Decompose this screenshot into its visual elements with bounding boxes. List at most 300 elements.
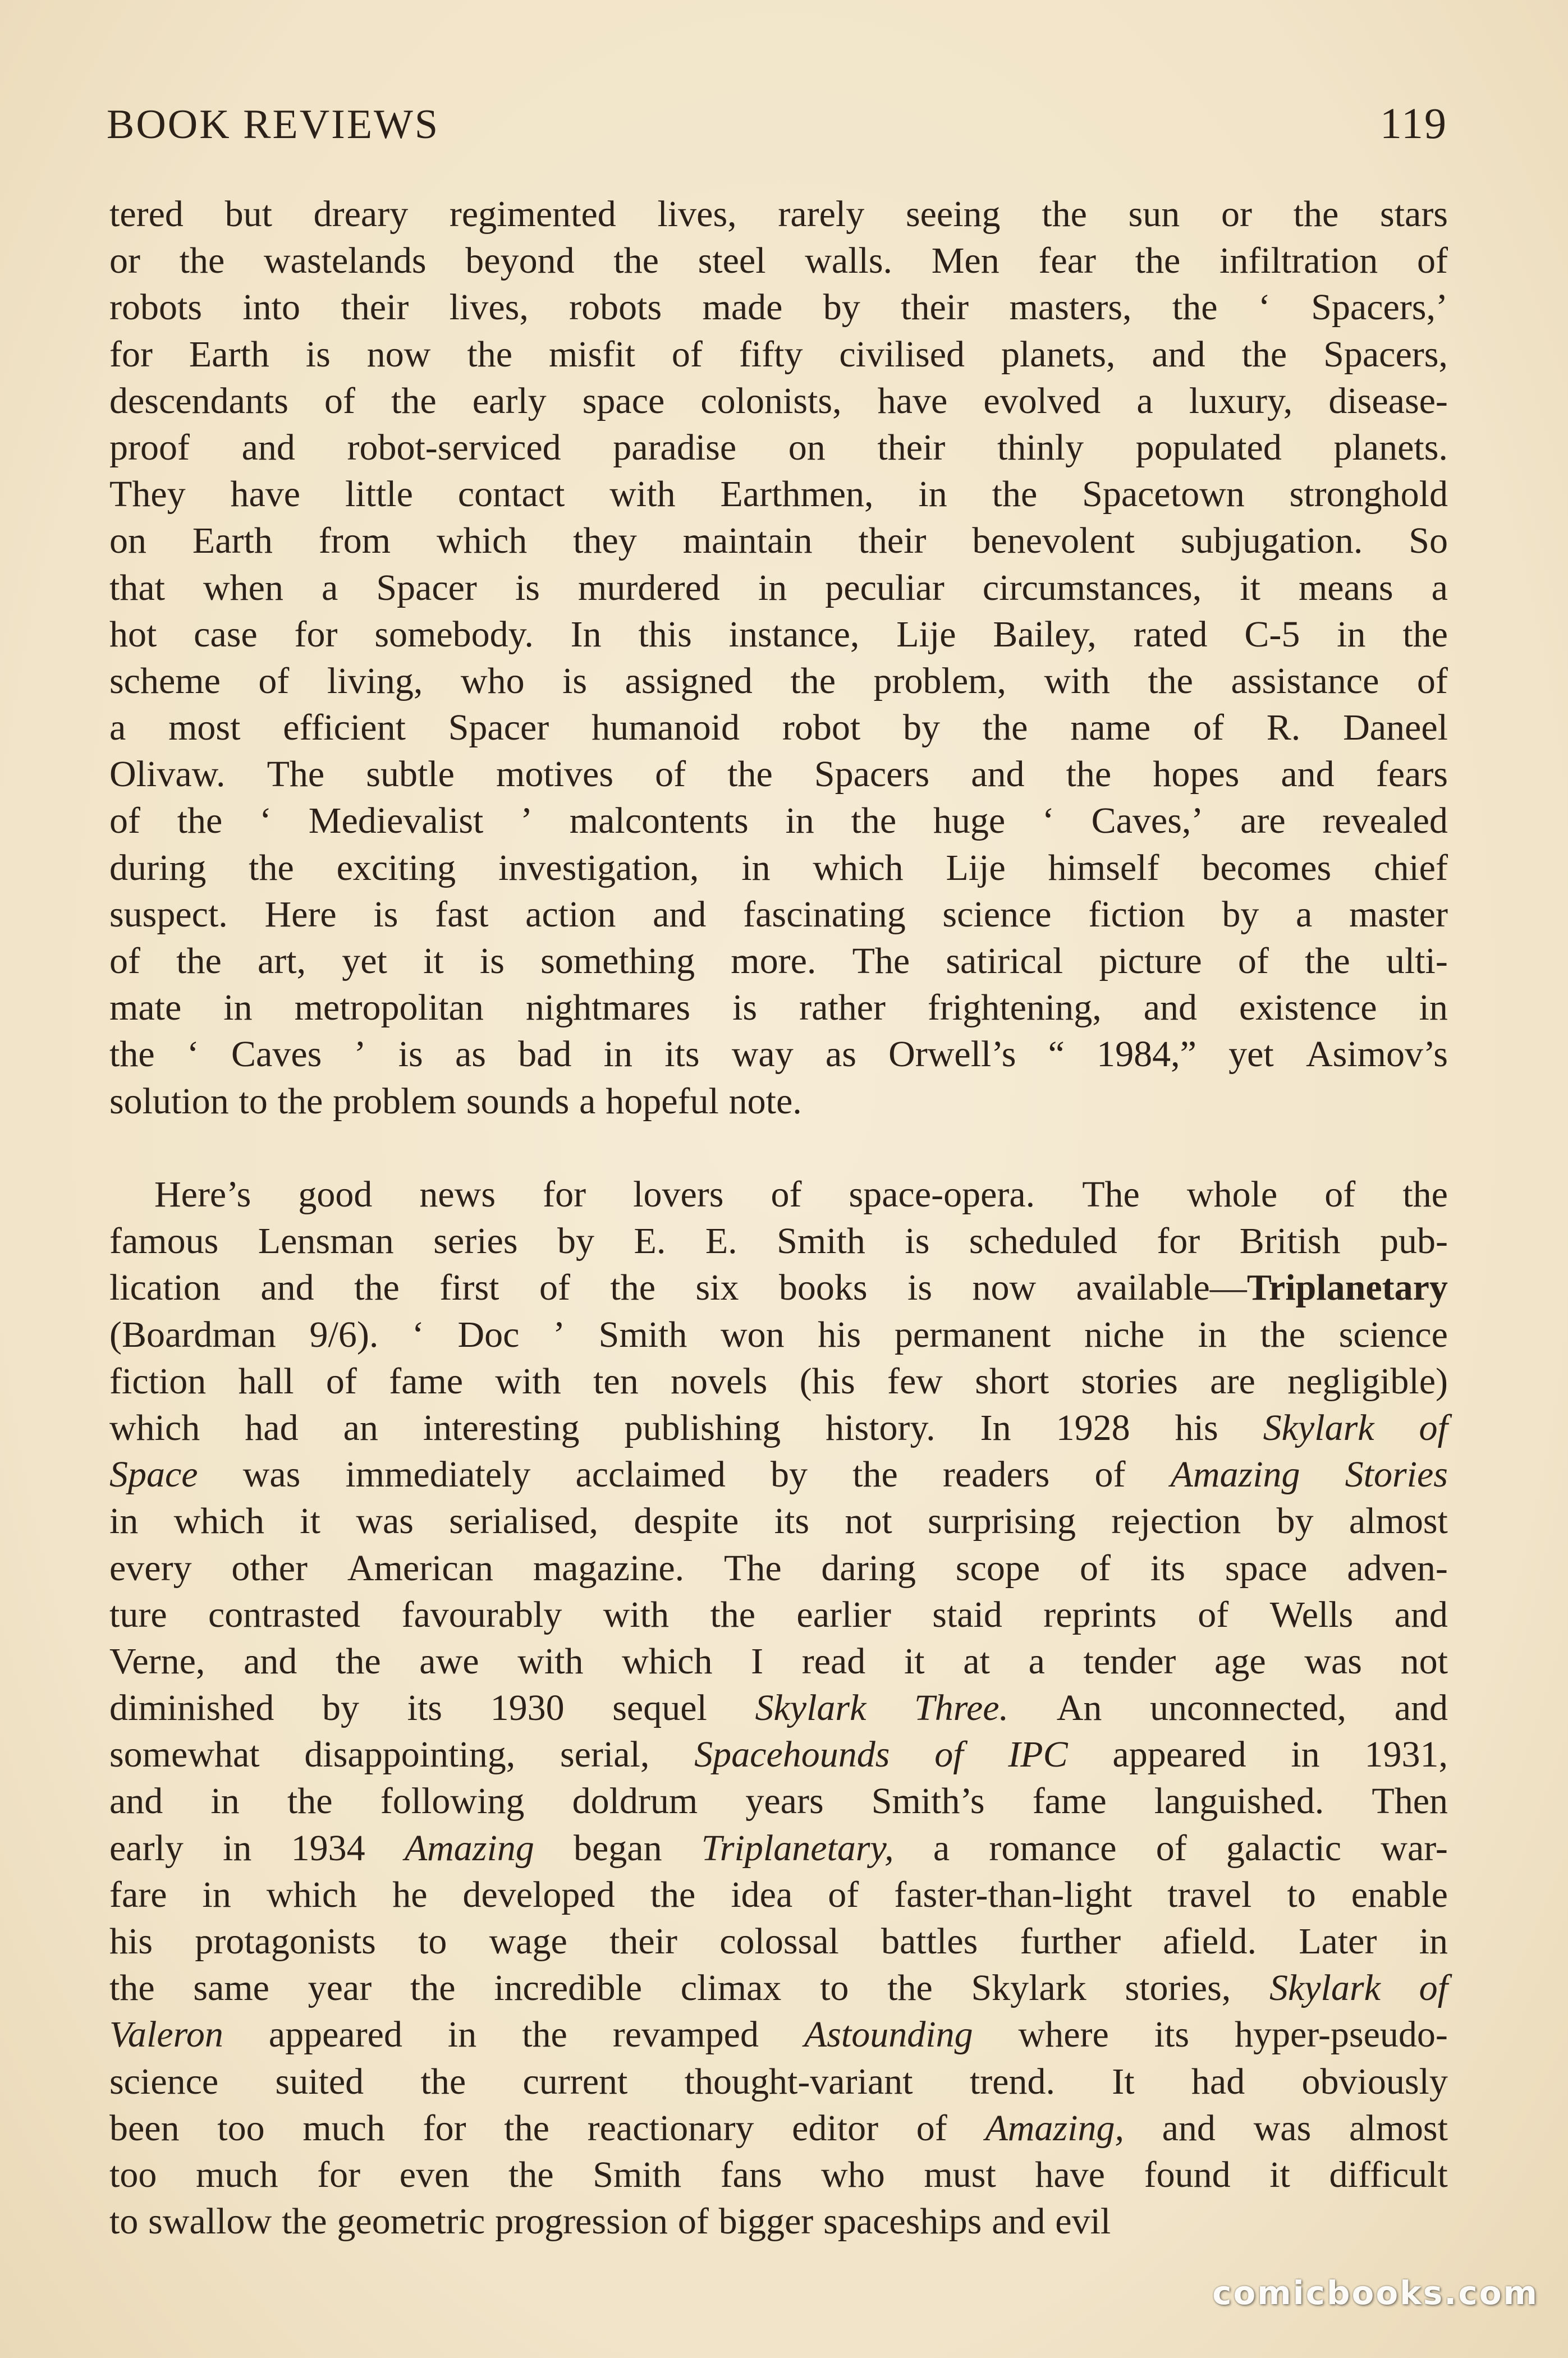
text-line bbox=[109, 938, 1448, 984]
word: the bbox=[710, 1594, 756, 1635]
word: the bbox=[982, 707, 1028, 749]
word: been bbox=[109, 2107, 180, 2149]
word: books bbox=[778, 1267, 868, 1309]
word: the bbox=[610, 1267, 656, 1309]
word: American bbox=[347, 1547, 494, 1589]
word: fast bbox=[435, 893, 489, 935]
word: fare bbox=[109, 1874, 167, 1915]
word: note. bbox=[728, 1080, 802, 1122]
word: existence bbox=[1239, 987, 1377, 1029]
word: of bbox=[1156, 1827, 1187, 1869]
word: doldrum bbox=[572, 1781, 698, 1822]
word: robots bbox=[569, 287, 662, 328]
word: master bbox=[1349, 893, 1448, 935]
word: faster-than-light bbox=[894, 1874, 1133, 1915]
word: he bbox=[392, 1874, 428, 1915]
word: the bbox=[277, 1080, 323, 1122]
word: of bbox=[671, 333, 703, 375]
word: efficient bbox=[283, 707, 406, 749]
word: during bbox=[109, 847, 207, 888]
word: of bbox=[1237, 941, 1269, 981]
word: a bbox=[933, 1827, 950, 1869]
word: the bbox=[177, 800, 223, 842]
word: R. bbox=[1266, 707, 1301, 749]
word: C-5 bbox=[1244, 613, 1300, 655]
text-line bbox=[109, 1311, 1448, 1358]
word: even bbox=[399, 2154, 470, 2195]
word: The bbox=[724, 1547, 782, 1589]
word: chief bbox=[1374, 847, 1448, 888]
word: found bbox=[1144, 2154, 1231, 2195]
word: of bbox=[324, 380, 355, 421]
word: afield. bbox=[1163, 1921, 1257, 1962]
word: geometric bbox=[337, 2201, 485, 2242]
word: their bbox=[901, 287, 969, 328]
word: of bbox=[771, 1174, 802, 1215]
word: robots bbox=[109, 287, 202, 328]
word: little bbox=[345, 474, 413, 515]
word: for bbox=[1157, 1221, 1200, 1262]
word: too bbox=[217, 2107, 265, 2149]
word: the bbox=[613, 240, 659, 282]
word: Smith’s bbox=[871, 1781, 985, 1822]
word: not bbox=[845, 1501, 892, 1542]
word: fears bbox=[1376, 754, 1448, 795]
word: scheme bbox=[109, 660, 221, 701]
word: famous bbox=[109, 1221, 219, 1262]
word: immediately bbox=[345, 1454, 531, 1495]
word: luxury, bbox=[1189, 380, 1293, 421]
word: to bbox=[820, 1967, 849, 2009]
word: reactionary bbox=[587, 2107, 754, 2149]
word: in bbox=[741, 847, 771, 888]
word: investigation, bbox=[498, 847, 699, 888]
word: of bbox=[934, 1734, 964, 1776]
word: available—Triplanetary bbox=[1076, 1267, 1448, 1309]
word: at bbox=[963, 1640, 990, 1682]
word: colonists, bbox=[700, 380, 842, 421]
word: pub- bbox=[1380, 1221, 1448, 1262]
text-line bbox=[109, 1358, 1448, 1405]
word: Lije bbox=[896, 613, 956, 655]
word: the bbox=[887, 1967, 933, 2009]
word: and bbox=[992, 2201, 1046, 2242]
word: of bbox=[1419, 1407, 1448, 1448]
word: its bbox=[1150, 1547, 1186, 1589]
word: Lije bbox=[946, 847, 1006, 888]
word: Smith bbox=[777, 1221, 865, 1262]
word: subtle bbox=[366, 754, 455, 795]
word: editor bbox=[792, 2107, 879, 2149]
word: the bbox=[109, 1967, 155, 2009]
word: the bbox=[650, 1874, 696, 1915]
word: and bbox=[1281, 754, 1335, 795]
word: despite bbox=[634, 1501, 739, 1542]
word: civilised bbox=[839, 333, 965, 375]
word: “ bbox=[1048, 1034, 1065, 1075]
running-header bbox=[107, 98, 1447, 149]
word: have bbox=[877, 380, 948, 421]
word: An bbox=[1056, 1687, 1102, 1729]
word: and bbox=[260, 1267, 314, 1309]
word: by bbox=[1276, 1501, 1314, 1542]
word: year bbox=[308, 1967, 372, 2009]
word: series bbox=[433, 1221, 518, 1262]
text-line bbox=[109, 284, 1448, 331]
word: Amazing bbox=[1170, 1454, 1300, 1495]
word: on bbox=[788, 426, 826, 468]
word: current bbox=[522, 2061, 628, 2102]
word: misfit bbox=[548, 333, 635, 375]
word: they bbox=[573, 520, 637, 562]
word: Bailey, bbox=[993, 613, 1097, 655]
word: it bbox=[904, 1640, 925, 1682]
word: by bbox=[557, 1221, 595, 1262]
text-line bbox=[109, 1778, 1448, 1824]
word: and bbox=[1394, 1594, 1448, 1635]
text-line bbox=[109, 1638, 1448, 1685]
word: languished. bbox=[1154, 1781, 1324, 1822]
word: evolved bbox=[983, 380, 1101, 421]
word: way bbox=[731, 1034, 794, 1075]
word: it bbox=[300, 1501, 320, 1542]
word: the bbox=[336, 1640, 381, 1682]
word: to bbox=[239, 1080, 268, 1122]
word: action bbox=[525, 893, 616, 935]
word: of bbox=[1193, 707, 1224, 749]
word: unconnected, bbox=[1150, 1687, 1347, 1729]
word: serial, bbox=[560, 1734, 650, 1776]
word: Stories bbox=[1345, 1454, 1448, 1495]
word: wastelands bbox=[264, 240, 427, 282]
word: other bbox=[231, 1547, 308, 1589]
word: have bbox=[1035, 2154, 1105, 2195]
word: which bbox=[109, 1407, 200, 1448]
word: Spacetown bbox=[1082, 474, 1245, 515]
word: ‘ bbox=[411, 1314, 424, 1355]
word: 1934 bbox=[291, 1827, 365, 1869]
word: of bbox=[1416, 240, 1448, 282]
word: something bbox=[540, 941, 695, 981]
word: the bbox=[504, 2107, 549, 2149]
text-line bbox=[109, 1731, 1448, 1778]
word: their bbox=[877, 426, 946, 468]
text-line bbox=[109, 424, 1448, 471]
word: history. bbox=[826, 1407, 936, 1448]
word: fame bbox=[1032, 1781, 1107, 1822]
word: travel bbox=[1167, 1874, 1252, 1915]
word: revealed bbox=[1322, 800, 1448, 842]
word: an bbox=[343, 1407, 378, 1448]
word: serialised, bbox=[449, 1501, 599, 1542]
word: Medievalist bbox=[308, 800, 484, 842]
word: hyper-pseudo- bbox=[1235, 2014, 1448, 2056]
word: yet bbox=[342, 941, 387, 981]
word: their bbox=[341, 287, 409, 328]
word: Orwell’s bbox=[888, 1034, 1016, 1075]
word: of bbox=[1324, 1174, 1356, 1215]
word: (Boardman bbox=[109, 1314, 276, 1355]
word: means bbox=[1298, 567, 1393, 608]
word: early bbox=[472, 380, 547, 421]
word: rarely bbox=[778, 194, 865, 235]
text-line bbox=[109, 1498, 1448, 1544]
word: in bbox=[1419, 987, 1448, 1029]
word: won bbox=[720, 1314, 785, 1355]
word: thinly bbox=[997, 426, 1084, 468]
word: malcontents bbox=[569, 800, 749, 842]
word: for bbox=[294, 613, 338, 655]
word: stars bbox=[1380, 194, 1448, 235]
word: robot bbox=[782, 707, 861, 749]
word: bigger bbox=[718, 2201, 814, 2242]
word: the bbox=[522, 2014, 567, 2056]
word: the bbox=[1402, 613, 1448, 655]
word: of bbox=[258, 660, 290, 701]
word: Lensman bbox=[258, 1221, 394, 1262]
word: becomes bbox=[1202, 847, 1332, 888]
word: fame bbox=[389, 1360, 464, 1402]
word: Caves,’ bbox=[1091, 800, 1204, 842]
word: are bbox=[1240, 800, 1286, 842]
word: of bbox=[1079, 1547, 1111, 1589]
word: of bbox=[1419, 1967, 1448, 2009]
word: in bbox=[223, 987, 253, 1029]
word: in bbox=[202, 1874, 231, 1915]
word: as bbox=[825, 1034, 856, 1075]
word: the bbox=[851, 800, 897, 842]
word: instance, bbox=[728, 613, 860, 655]
word: magazine. bbox=[533, 1547, 685, 1589]
word: subjugation. bbox=[1180, 520, 1363, 562]
word: in bbox=[785, 800, 814, 842]
text-line bbox=[109, 1545, 1448, 1591]
word: assistance bbox=[1231, 660, 1379, 701]
text-line bbox=[109, 1218, 1448, 1264]
word: Earth bbox=[189, 333, 269, 375]
word: Doc bbox=[457, 1314, 520, 1355]
word: the bbox=[109, 1034, 155, 1075]
text-line bbox=[109, 611, 1448, 658]
text-line bbox=[109, 1171, 1448, 1218]
word: thought-variant bbox=[684, 2061, 913, 2102]
word: solution bbox=[109, 1080, 229, 1122]
word: stories, bbox=[1125, 1967, 1231, 2009]
word: ’ bbox=[520, 800, 533, 842]
word: Skylark bbox=[755, 1687, 866, 1729]
word: exciting bbox=[336, 847, 456, 888]
word: metropolitan bbox=[294, 987, 484, 1029]
word: for bbox=[543, 1174, 586, 1215]
word: almost bbox=[1349, 1501, 1448, 1542]
text-line bbox=[109, 191, 1448, 237]
word: Skylark bbox=[1263, 1407, 1374, 1448]
word: ’ bbox=[553, 1314, 566, 1355]
word: huge bbox=[933, 800, 1006, 842]
word: hall bbox=[238, 1360, 294, 1402]
word: have bbox=[230, 474, 301, 515]
word: descendants bbox=[109, 380, 288, 421]
word: It bbox=[1112, 2061, 1135, 2102]
word: to bbox=[418, 1921, 447, 1962]
word: in bbox=[223, 1827, 252, 1869]
word: 9/6). bbox=[309, 1314, 379, 1355]
text-line bbox=[109, 471, 1448, 517]
word: the bbox=[410, 1967, 456, 2009]
word: and bbox=[1394, 1687, 1448, 1729]
word: E. bbox=[634, 1221, 666, 1262]
word: is bbox=[373, 893, 398, 935]
word: galactic bbox=[1226, 1827, 1342, 1869]
word: assigned bbox=[625, 660, 753, 701]
word: Here’s bbox=[154, 1174, 251, 1215]
word: obviously bbox=[1301, 2061, 1448, 2102]
word: and bbox=[1152, 333, 1205, 375]
word: this bbox=[638, 613, 692, 655]
word: novels bbox=[671, 1360, 768, 1402]
word: paradise bbox=[613, 426, 737, 468]
word: in bbox=[1198, 1314, 1227, 1355]
word: of bbox=[828, 1874, 859, 1915]
word: The bbox=[1082, 1174, 1140, 1215]
word: Smith bbox=[593, 2154, 681, 2195]
word: 1930 bbox=[490, 1687, 565, 1729]
word: picture bbox=[1099, 941, 1202, 981]
word: to bbox=[109, 2201, 139, 2242]
word: daring bbox=[821, 1547, 916, 1589]
word: battles bbox=[881, 1921, 978, 1962]
word: the bbox=[287, 1781, 333, 1822]
word: the bbox=[1402, 1174, 1448, 1215]
word: space bbox=[1225, 1547, 1308, 1589]
word: proof bbox=[109, 426, 190, 468]
word: murdered bbox=[578, 567, 720, 608]
word: the bbox=[179, 240, 225, 282]
word: and bbox=[1162, 2107, 1216, 2149]
word: is bbox=[562, 660, 588, 701]
word: trend. bbox=[969, 2061, 1055, 2102]
word: Amazing bbox=[404, 1827, 534, 1869]
word: its bbox=[407, 1687, 442, 1729]
word: protagonists bbox=[195, 1921, 376, 1962]
word: is bbox=[479, 941, 505, 981]
word: problem bbox=[333, 1080, 457, 1122]
word: fear bbox=[1038, 240, 1096, 282]
word: and bbox=[241, 426, 295, 468]
word: difficult bbox=[1329, 2154, 1448, 2195]
word: in bbox=[918, 474, 947, 515]
word: developed bbox=[462, 1874, 615, 1915]
word: In bbox=[570, 613, 602, 655]
word: following bbox=[380, 1781, 525, 1822]
word: and bbox=[244, 1640, 297, 1682]
word: of bbox=[325, 1360, 357, 1402]
word: lives, bbox=[449, 287, 529, 328]
word: sounds bbox=[466, 1080, 570, 1122]
word: is bbox=[305, 333, 331, 375]
word: stories bbox=[1081, 1360, 1178, 1402]
word: problem, bbox=[873, 660, 1006, 701]
word: the bbox=[1148, 660, 1193, 701]
word: (his bbox=[799, 1360, 855, 1402]
text-line bbox=[109, 1264, 1448, 1311]
word: most bbox=[168, 707, 241, 749]
word: by bbox=[823, 287, 860, 328]
word: Valeron bbox=[109, 2014, 223, 2056]
word: bad bbox=[518, 1034, 572, 1075]
word: Spacers,’ bbox=[1311, 287, 1448, 328]
word: by bbox=[771, 1454, 808, 1495]
word: Three. bbox=[914, 1687, 1009, 1729]
text-line bbox=[109, 1405, 1448, 1451]
word: first bbox=[439, 1267, 499, 1309]
word: Spacers, bbox=[1323, 333, 1448, 375]
word: and bbox=[109, 1781, 163, 1822]
word: ’ bbox=[354, 1034, 366, 1075]
word: satirical bbox=[946, 941, 1063, 981]
word: must bbox=[924, 2154, 996, 2195]
word: the bbox=[1135, 240, 1181, 282]
word: its bbox=[774, 1501, 810, 1542]
word: who bbox=[821, 2154, 885, 2195]
text-line bbox=[109, 1451, 1448, 1498]
word: few bbox=[887, 1360, 943, 1402]
word: The bbox=[267, 754, 325, 795]
word: spaceships bbox=[823, 2201, 982, 2242]
word: it bbox=[1269, 2154, 1290, 2195]
word: to bbox=[1287, 1874, 1316, 1915]
word: was bbox=[356, 1501, 414, 1542]
word: is bbox=[905, 1221, 930, 1262]
word: a bbox=[1028, 1640, 1045, 1682]
word: with bbox=[1044, 660, 1110, 701]
paragraph-lensman-review bbox=[109, 1171, 1448, 2245]
word: somebody. bbox=[374, 613, 534, 655]
word: lovers bbox=[633, 1174, 724, 1215]
word: not bbox=[1400, 1640, 1448, 1682]
word: Earthmen, bbox=[720, 474, 874, 515]
word: and bbox=[971, 754, 1025, 795]
word: revamped bbox=[612, 2014, 759, 2056]
word: read bbox=[801, 1640, 866, 1682]
text-line bbox=[109, 891, 1448, 938]
word: but bbox=[224, 194, 272, 235]
word: idea bbox=[731, 1874, 793, 1915]
word: art, bbox=[257, 941, 306, 981]
word: Spacehounds bbox=[694, 1734, 890, 1776]
word: scheduled bbox=[969, 1221, 1117, 1262]
word: incredible bbox=[494, 1967, 643, 2009]
word: its bbox=[1154, 2014, 1190, 2056]
word: his bbox=[1175, 1407, 1218, 1448]
text-line bbox=[109, 2151, 1448, 2198]
word: rated bbox=[1133, 613, 1208, 655]
word: circumstances, bbox=[982, 567, 1202, 608]
word: populated bbox=[1135, 426, 1282, 468]
word: Space bbox=[109, 1454, 198, 1495]
word: the bbox=[1241, 333, 1287, 375]
word: in bbox=[210, 1781, 240, 1822]
word: is bbox=[732, 987, 758, 1029]
word: in bbox=[1337, 613, 1366, 655]
word: science bbox=[1338, 1314, 1448, 1355]
word: beyond bbox=[465, 240, 575, 282]
word: maintain bbox=[682, 520, 813, 562]
word: the bbox=[281, 2201, 327, 2242]
word: I bbox=[751, 1640, 764, 1682]
word: Astounding bbox=[804, 2014, 973, 2056]
word: niche bbox=[1084, 1314, 1164, 1355]
